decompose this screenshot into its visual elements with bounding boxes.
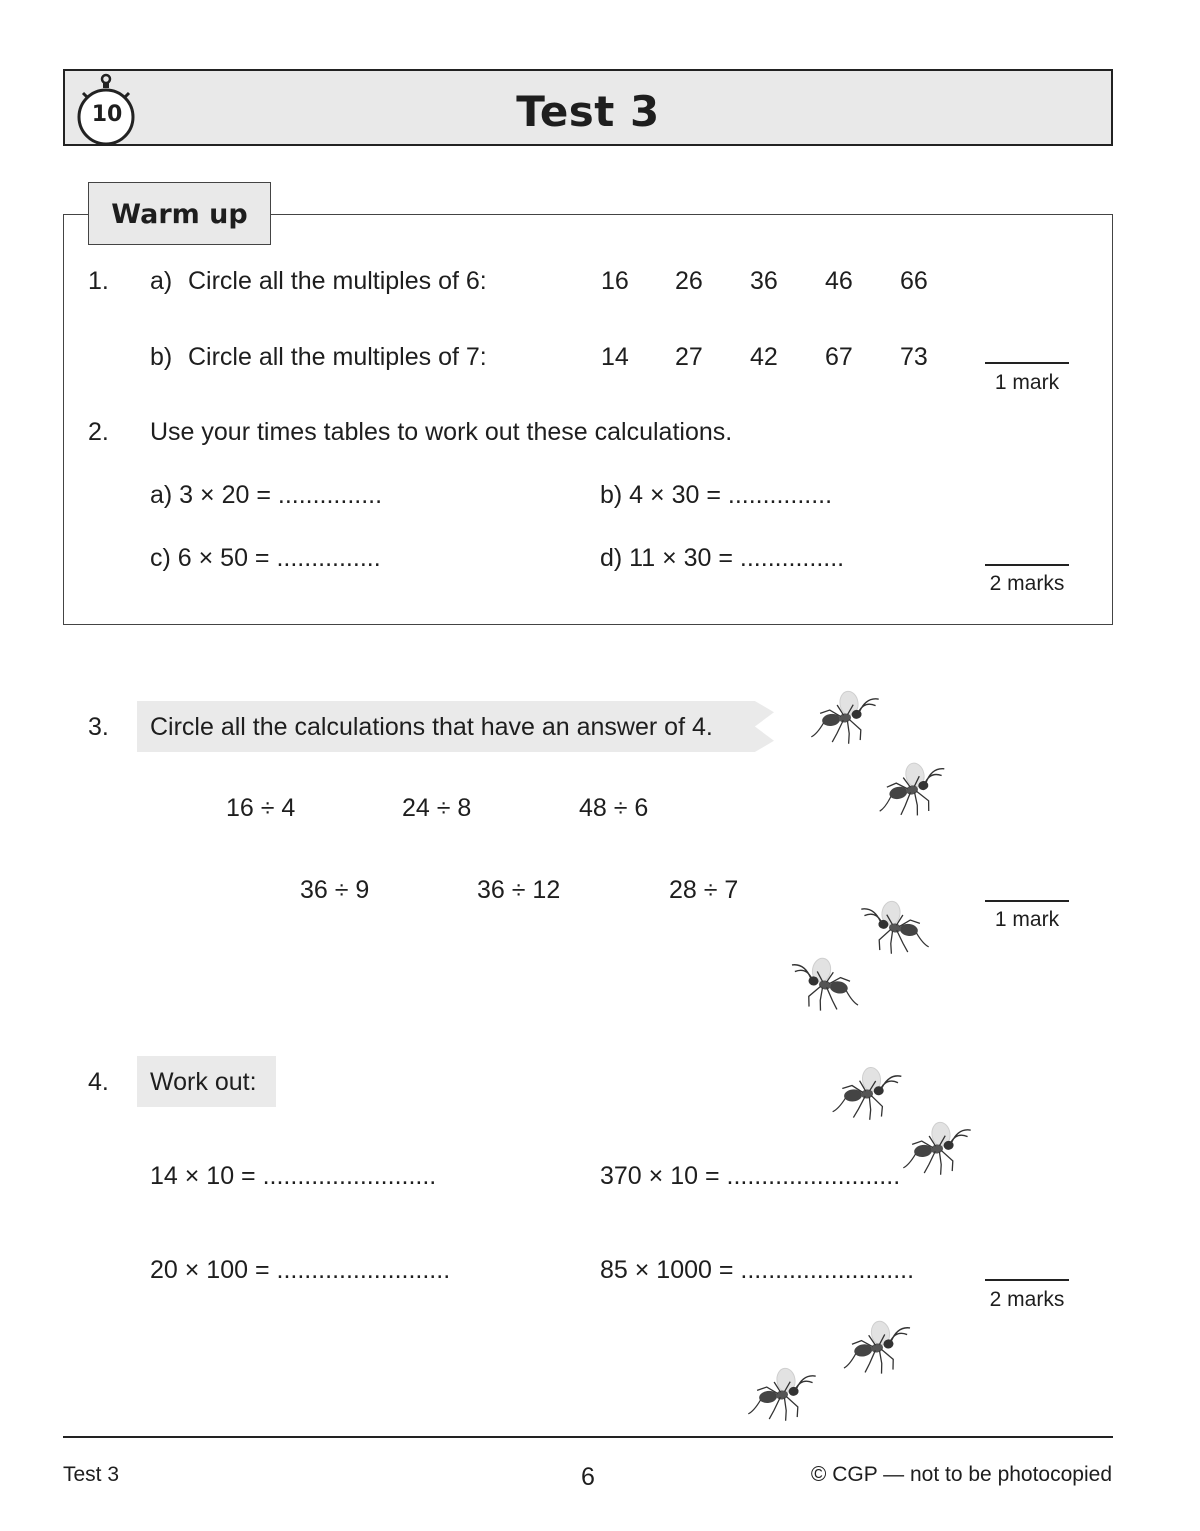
q1a-option[interactable]: 66 <box>900 267 928 295</box>
q1b-option[interactable]: 14 <box>601 343 629 371</box>
ant-icon <box>743 1364 822 1426</box>
q4-calculation[interactable]: 85 × 1000 = ......................... <box>600 1256 915 1284</box>
q3-text: Circle all the calculations that have an answer of 4. <box>150 713 713 741</box>
q1a-prefix: a) <box>150 267 173 295</box>
page-number: 6 <box>581 1463 595 1491</box>
q2d-calculation[interactable]: d) 11 × 30 = ............... <box>600 544 845 572</box>
q3-calculation[interactable]: 24 ÷ 8 <box>402 794 472 822</box>
footer-test-name: Test 3 <box>63 1463 120 1486</box>
question-number: 4. <box>88 1068 109 1096</box>
q1b-option[interactable]: 27 <box>675 343 703 371</box>
q3-calculation[interactable]: 16 ÷ 4 <box>226 794 296 822</box>
mark-label: 1 mark <box>994 908 1060 931</box>
q2a-calculation[interactable]: a) 3 × 20 = ............... <box>150 481 383 509</box>
ant-icon <box>806 687 885 749</box>
question-number: 3. <box>88 713 109 741</box>
q1b-text: Circle all the multiples of 7: <box>188 343 487 371</box>
q4-calculation[interactable]: 20 × 100 = ......................... <box>150 1256 451 1284</box>
footer-rule <box>63 1436 1113 1438</box>
question-number: 2. <box>88 418 109 446</box>
q1a-option[interactable]: 36 <box>750 267 778 295</box>
q1a-option[interactable]: 26 <box>675 267 703 295</box>
q3-calculation[interactable]: 28 ÷ 7 <box>669 876 739 904</box>
footer-copyright: © CGP — not to be photocopied <box>810 1463 1112 1486</box>
q1a-option[interactable]: 46 <box>825 267 853 295</box>
q2-text: Use your times tables to work out these calculations. <box>150 418 733 446</box>
q2b-calculation[interactable]: b) 4 × 30 = ............... <box>600 481 833 509</box>
timer-minutes: 10 <box>91 102 123 127</box>
ant-icon <box>871 757 952 823</box>
q2c-calculation[interactable]: c) 6 × 50 = ............... <box>150 544 381 572</box>
ant-icon <box>837 1316 917 1380</box>
q1b-option[interactable]: 73 <box>900 343 928 371</box>
mark-label: 2 marks <box>989 1288 1065 1311</box>
q4-calculation[interactable]: 370 × 10 = ......................... <box>600 1162 901 1190</box>
q1a-option[interactable]: 16 <box>601 267 629 295</box>
q3-calculation[interactable]: 36 ÷ 9 <box>300 876 370 904</box>
mark-label: 2 marks <box>989 572 1065 595</box>
mark-label: 1 mark <box>994 371 1060 394</box>
q1b-option[interactable]: 42 <box>750 343 778 371</box>
q4-calculation[interactable]: 14 × 10 = ......................... <box>150 1162 437 1190</box>
q3-calculation[interactable]: 36 ÷ 12 <box>477 876 561 904</box>
ant-icon <box>898 1118 977 1180</box>
warm-up-label: Warm up <box>88 182 271 245</box>
q3-calculation[interactable]: 48 ÷ 6 <box>579 794 649 822</box>
ant-icon <box>785 953 865 1017</box>
ant-icon <box>856 897 935 959</box>
question-number: 1. <box>88 267 109 295</box>
q1a-text: Circle all the multiples of 6: <box>188 267 487 295</box>
page-title: Test 3 <box>516 87 660 136</box>
q1b-option[interactable]: 67 <box>825 343 853 371</box>
q1b-prefix: b) <box>150 343 173 371</box>
ant-icon <box>828 1064 905 1123</box>
q4-text: Work out: <box>150 1068 257 1096</box>
